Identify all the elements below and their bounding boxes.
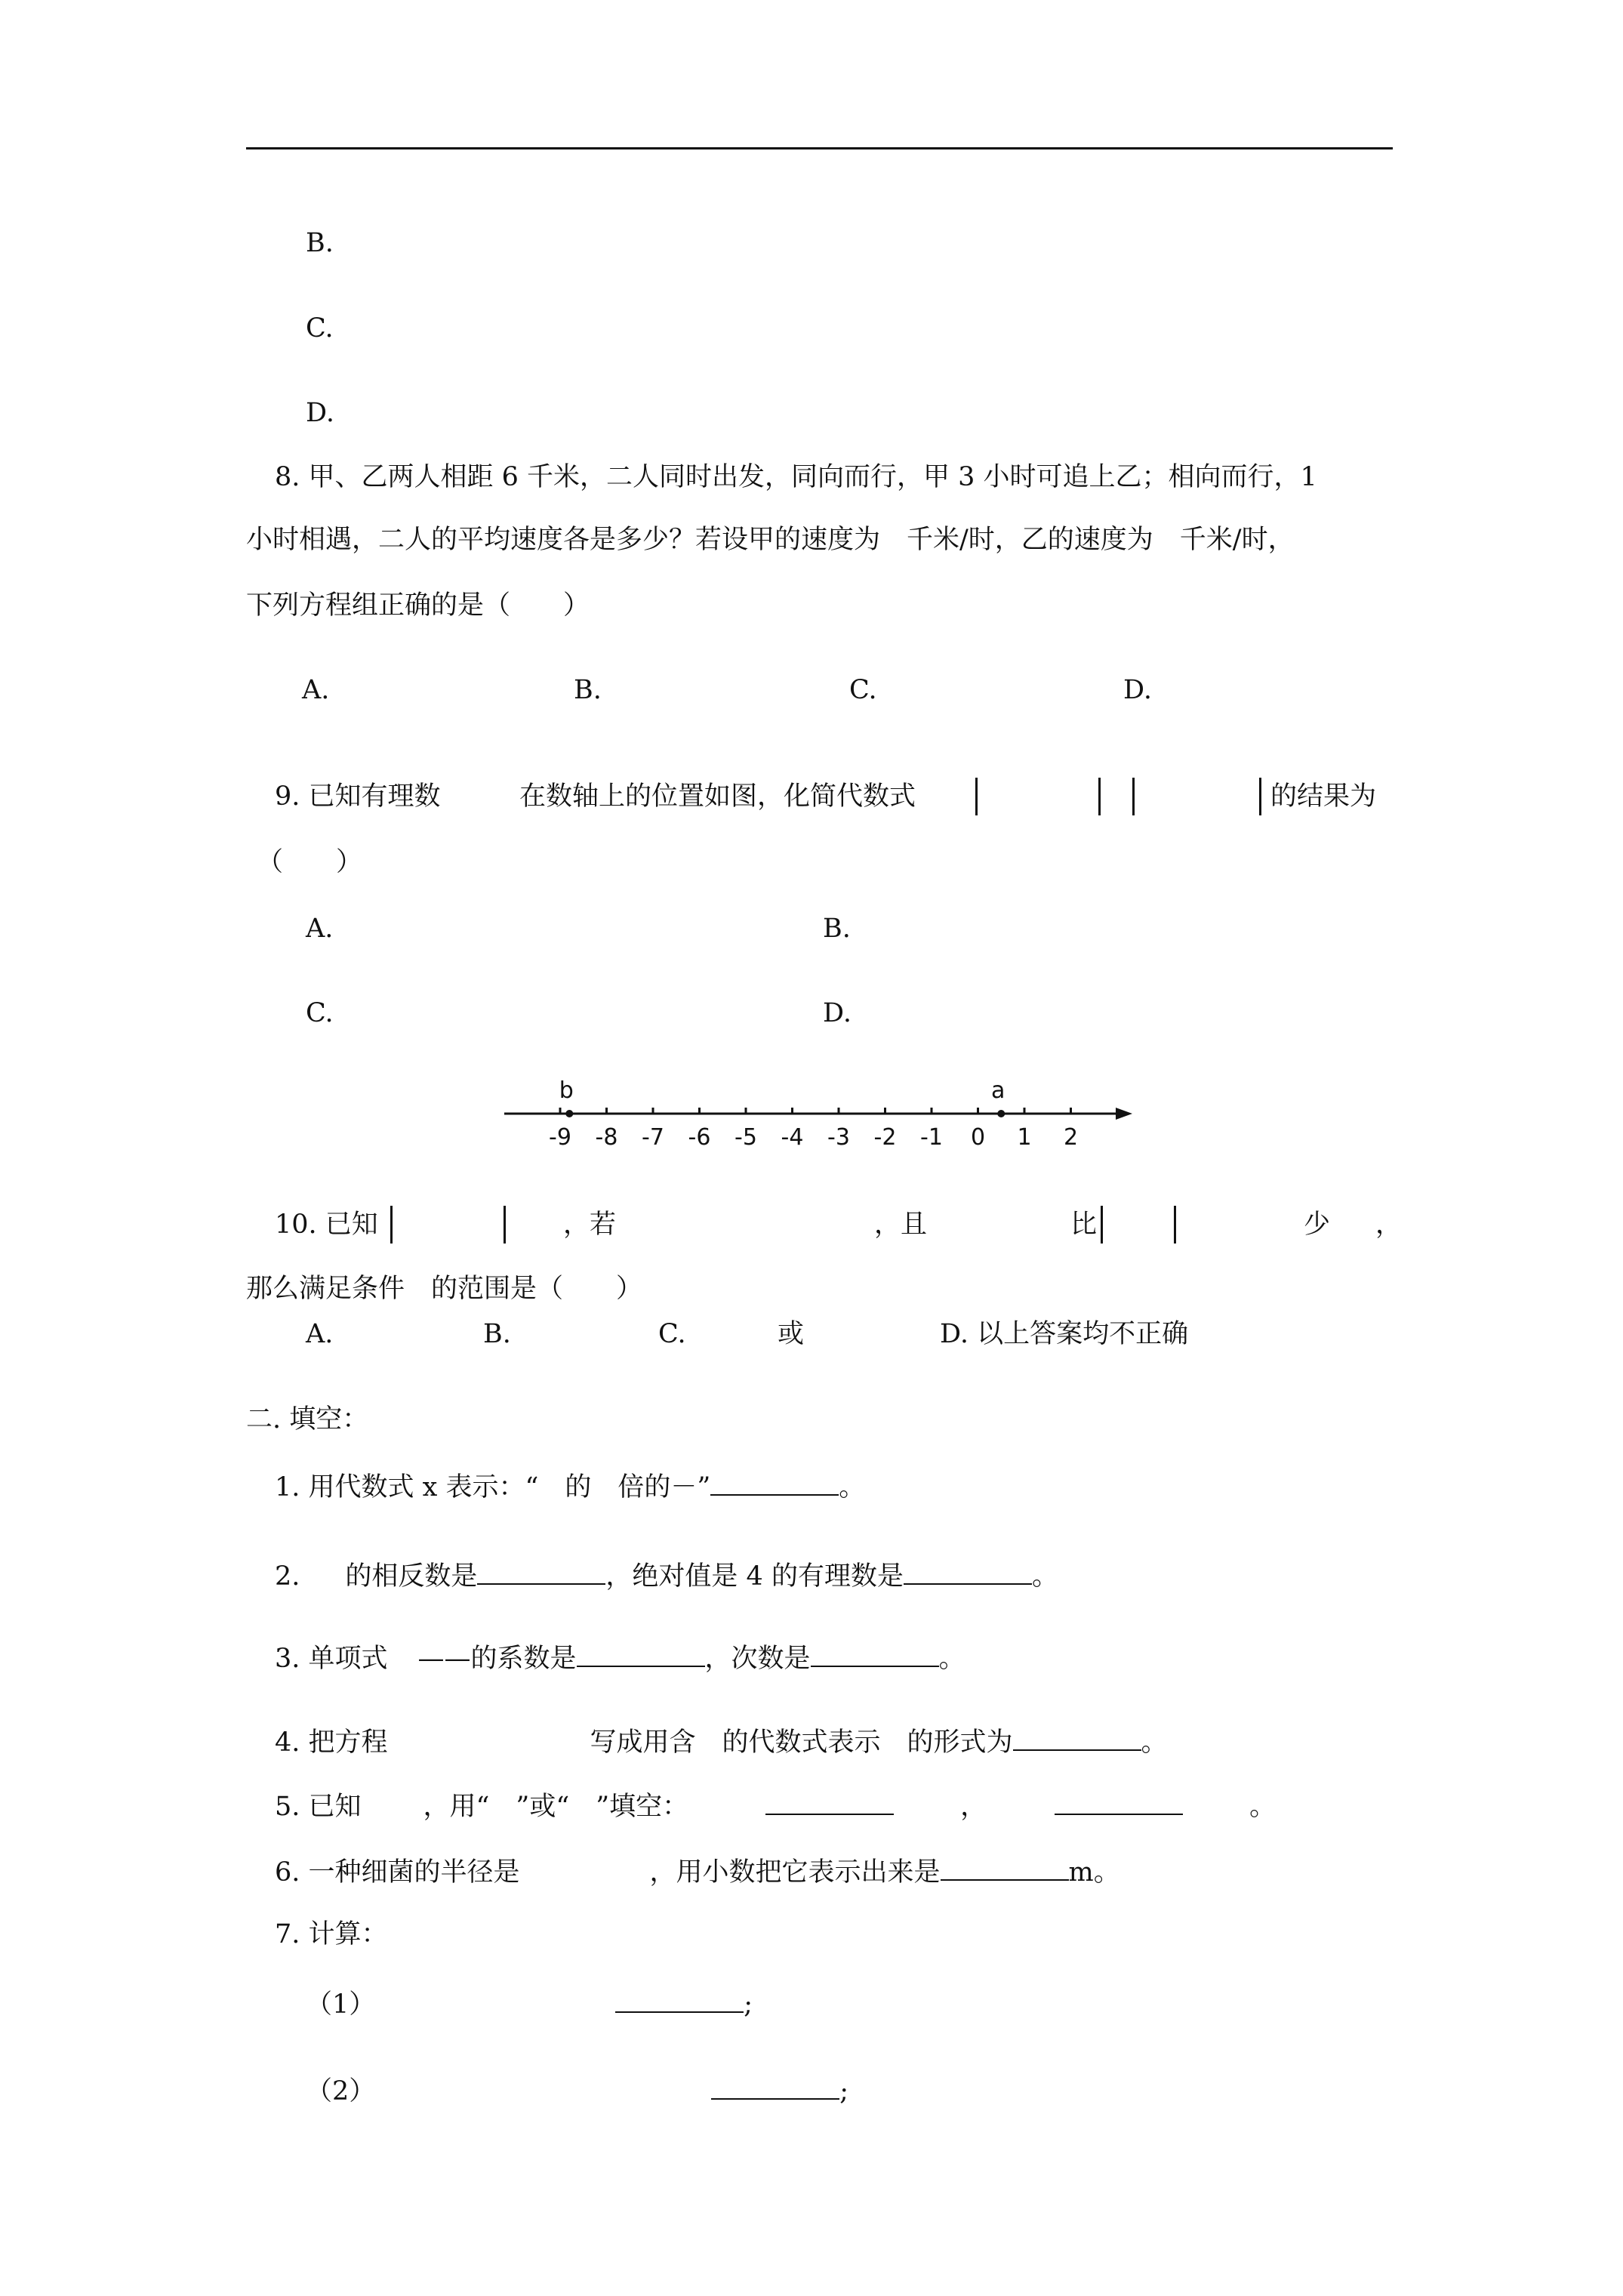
fill-q6	[275, 1854, 1120, 1889]
answer-blank	[811, 1640, 939, 1667]
q7-option-c: C.	[306, 313, 334, 344]
fill-q6-unit: m。	[1068, 1857, 1120, 1888]
q8-line-2: 小时相遇，二人的平均速度各是多少？若设甲的速度为 千米/时，乙的速度为 千米/时，	[246, 525, 1295, 555]
fill-q5	[275, 1788, 1276, 1823]
number-line-tick-label: 2	[1063, 1124, 1079, 1151]
q10-text-part-1: 10. 已知	[275, 1210, 378, 1240]
abs-bar	[1259, 778, 1261, 815]
fill-q4-end: 。	[1141, 1727, 1168, 1758]
answer-blank	[904, 1558, 1032, 1585]
q8-option-d: D.	[1123, 675, 1152, 705]
q8-line-1: 8. 甲、乙两人相距 6 千米，二人同时出发，同向而行，甲 3 小时可追上乙；相向而行，1	[275, 462, 1317, 492]
fill-q5-comma: ，	[960, 1792, 987, 1822]
fill-q3-end: 。	[938, 1644, 965, 1674]
number-line-tick-label: 1	[1017, 1124, 1032, 1151]
number-line-tick-label: 0	[970, 1124, 986, 1151]
number-line-tick-label: -9	[549, 1124, 571, 1151]
answer-blank	[765, 1788, 894, 1815]
q10-text-part-3: ，且	[874, 1210, 928, 1240]
q10-option-c-or: 或	[778, 1319, 805, 1349]
q10-text-part-4: 比	[1070, 1210, 1098, 1240]
answer-blank	[615, 1986, 744, 2013]
fill-q1-end: 。	[839, 1472, 866, 1502]
q8-option-a: A.	[302, 675, 330, 705]
q8-option-b: B.	[574, 675, 602, 705]
number-line-tick-label: -6	[688, 1124, 711, 1151]
answer-blank	[477, 1558, 605, 1585]
number-line-figure	[498, 1072, 1147, 1155]
q7-option-b: B.	[306, 228, 334, 258]
fill-q3-text-1: 3. 单项式	[275, 1644, 388, 1674]
fill-q4-text-1: 4. 把方程	[275, 1727, 388, 1758]
answer-blank	[1055, 1788, 1183, 1815]
number-line-point-label: b	[559, 1077, 574, 1104]
abs-bar	[1132, 778, 1135, 815]
number-line-tick-label: -4	[781, 1124, 804, 1151]
fill-q7: 7. 计算：	[275, 1919, 388, 1949]
q8-option-c: C.	[849, 675, 877, 705]
q9-text-part-1: 9. 已知有理数	[275, 781, 441, 812]
fill-q3	[275, 1640, 965, 1675]
q9-option-c: C.	[306, 998, 334, 1028]
fill-q2-text-2: ，绝对值是 4 的有理数是	[605, 1561, 904, 1592]
fill-q6-text-2: ，用小数把它表示出来是	[649, 1857, 941, 1888]
fill-q4	[275, 1724, 1168, 1759]
header-rule	[246, 147, 1393, 149]
fill-q2-text-1: 的相反数是	[345, 1561, 478, 1592]
fill-q3-text-3: ，次数是	[704, 1644, 811, 1674]
answer-blank	[1013, 1724, 1141, 1751]
number-line-tick-label: -2	[873, 1124, 897, 1151]
fill-q5-end: 。	[1249, 1792, 1277, 1822]
fill-q7-part-2	[306, 2073, 848, 2108]
number-line-tick-label: -8	[595, 1124, 618, 1151]
q9-option-a: A.	[306, 914, 334, 944]
abs-bar	[1174, 1206, 1176, 1244]
abs-bar	[1101, 1206, 1103, 1244]
q9-option-d: D.	[823, 998, 852, 1028]
answer-blank	[710, 1469, 839, 1496]
fill-q7-part-2-sep: ;	[839, 2076, 849, 2106]
number-line-point-a	[997, 1110, 1005, 1117]
fill-q5-text-1: 5. 已知	[275, 1792, 362, 1822]
q10-option-d: D. 以上答案均不正确	[940, 1319, 1189, 1349]
q9-text-part-2: 在数轴上的位置如图，化简代数式	[519, 781, 916, 812]
fill-q2	[275, 1558, 1058, 1593]
number-line-tick-label: -5	[735, 1124, 757, 1151]
abs-bar	[504, 1206, 506, 1244]
fill-q7-part-2-label: （2）	[306, 2076, 376, 2106]
abs-bar	[975, 778, 978, 815]
fill-q3-text-2: 的系数是	[470, 1644, 577, 1674]
fill-q6-text-1: 6. 一种细菌的半径是	[275, 1857, 520, 1888]
number-line-tick-label: -1	[920, 1124, 943, 1151]
q8-line-3: 下列方程组正确的是（ ）	[246, 590, 590, 621]
q10-option-a: A.	[306, 1319, 334, 1349]
fill-q1-text: 1. 用代数式 x 表示：“ 的 倍的－”	[275, 1472, 711, 1502]
fraction-bar: ——	[417, 1644, 471, 1674]
number-line-tick-label: -3	[827, 1124, 850, 1151]
abs-bar	[390, 1206, 393, 1244]
fill-q7-part-1	[306, 1986, 753, 2021]
q10-text-part-5: 少	[1304, 1210, 1331, 1240]
q10-text-part-2: ，若	[563, 1210, 617, 1240]
q9-answer-paren: （ ）	[257, 847, 363, 877]
fill-q1	[275, 1469, 865, 1504]
answer-blank	[711, 2073, 839, 2100]
number-line-arrow	[1116, 1108, 1132, 1120]
fill-q2-number: 2.	[275, 1561, 300, 1592]
q10-text-part-6: ，	[1375, 1210, 1403, 1240]
q9-text-part-3: 的结果为	[1270, 781, 1377, 812]
q7-option-d: D.	[306, 398, 334, 428]
fill-q7-part-1-sep: ;	[744, 1989, 753, 2020]
fill-q2-end: 。	[1031, 1561, 1058, 1592]
q10-line-2: 那么满足条件 的范围是（ ）	[246, 1274, 643, 1304]
section-2-title: 二. 填空：	[246, 1404, 369, 1435]
q9-option-b: B.	[823, 914, 851, 944]
number-line-tick-label: -7	[642, 1124, 664, 1151]
answer-blank	[941, 1854, 1069, 1881]
fill-q5-text-2: ，用“ ”或“ ”填空：	[423, 1792, 689, 1822]
abs-bar	[1098, 778, 1101, 815]
q10-option-c: C.	[658, 1319, 686, 1349]
q10-option-b: B.	[483, 1319, 511, 1349]
number-line-point-b	[565, 1110, 573, 1117]
number-line-point-label: a	[991, 1077, 1006, 1104]
fill-q4-text-2: 写成用含 的代数式表示 的形式为	[590, 1727, 1013, 1758]
fill-q7-part-1-label: （1）	[306, 1989, 376, 2020]
answer-blank	[577, 1640, 705, 1667]
